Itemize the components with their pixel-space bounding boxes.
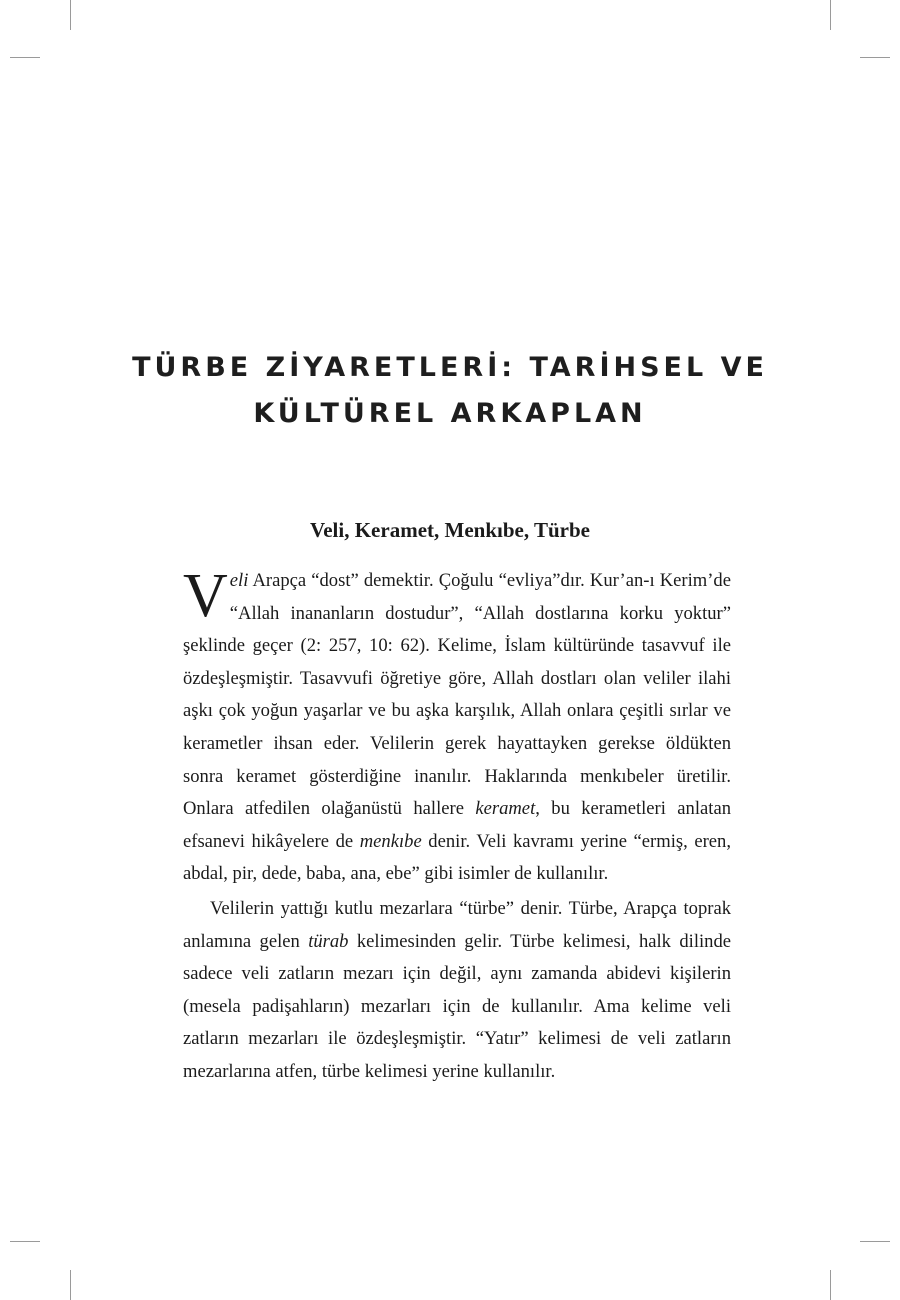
crop-mark-left-bottom	[10, 1241, 40, 1242]
paragraph-1-text-b: , bu kerametleri anlatan efsanevi hikâyelere de	[183, 798, 731, 852]
paragraph-2-text-b: kelimesinden gelir. Türbe kelimesi, halk dilinde sadece veli zatların mezarı için değil, aynı zamanda abidevi kişilerin (mesela padişahların) mezarları için de kullanılır. Ama kelime veli zatların mezarları ile özdeşleşmiştir. “Yatır” kelimesi de veli zatların mezarlarına atfen, türbe kelimesi yerine kullanılır.	[183, 930, 731, 1082]
paragraph-2-text-a: Velilerin yattığı kutlu mezarlara “türbe” denir. Türbe, Arapça toprak anlamına gelen	[183, 897, 731, 952]
crop-mark-right-bottom	[860, 1241, 890, 1242]
crop-mark-bottom-right	[830, 1270, 831, 1300]
drop-cap: V	[183, 562, 228, 630]
chapter-title	[0, 345, 900, 437]
crop-mark-left-top	[10, 57, 40, 58]
crop-mark-top-left	[70, 0, 71, 30]
body-text	[183, 562, 732, 1089]
paragraph-1	[183, 562, 732, 891]
italic-word-veli: eli	[229, 570, 249, 591]
paragraph-1-text-c: denir. Veli kavramı yerine “ermiş, eren, abdal, pir, dede, baba, ana, ebe” gibi isimler de kullanılır.	[183, 830, 732, 885]
chapter-title-line-2: KÜLTÜREL ARKAPLAN	[253, 398, 647, 429]
italic-word-menkibe: menkıbe	[359, 830, 422, 852]
paragraph-2	[183, 893, 731, 1089]
paragraph-1-text-a: Arapça “dost” demektir. Çoğulu “evliya”dır. Kur’an-ı Kerim’de “Allah inananların dostudur”, “Allah dostlarına korku yoktur” şeklinde geçer (2: 257, 10: 62). Kelime, İslam kültüründe tasavvuf ile özdeşleşmiştir. Tasavvufi öğretiye göre, Allah dostları olan veliler ilahi aşkı çok yoğun yaşarlar ve bu aşka karşılık, Allah onlara çeşitli sırlar ve kerametler ihsan eder. Velilerin gerek hayattayken gerekse öldükten sonra keramet gösterdiğine inanılır. Haklarında menkıbeler üretilir. Onlara atfedilen olağanüstü hallere	[183, 570, 731, 820]
crop-mark-top-right	[830, 0, 831, 30]
italic-word-keramet: keramet	[475, 798, 536, 820]
italic-word-turab: türab	[308, 930, 349, 952]
crop-mark-right-top	[860, 57, 890, 58]
crop-mark-bottom-left	[70, 1270, 71, 1300]
chapter-title-line-1: TÜRBE ZİYARETLERİ: TARİHSEL VE	[132, 352, 768, 383]
section-heading: Veli, Keramet, Menkıbe, Türbe	[310, 518, 590, 542]
